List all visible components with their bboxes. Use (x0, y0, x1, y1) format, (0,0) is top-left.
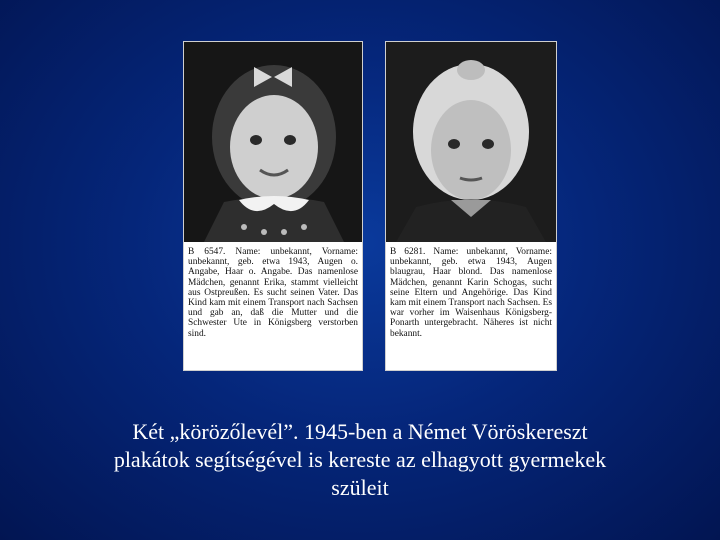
child-photo-right (386, 42, 556, 242)
bio-text-left: B 6547. Name: unbekannt, Vorname: unbekannt, geb. etwa 1943, Augen o. Angabe, Haar o. Angabe. Das namenlose Mädchen, genannt Erika, stammt vielleicht aus Ostpreußen. Es sucht seinen Vater. Das Kind kam mit einem Transport nach Sachsen und gab an, daß die Mutter und die Schwester Ute in Königsberg verstorben sind. (188, 247, 358, 339)
child-portrait-icon (386, 42, 556, 242)
bio-text-right: B 6281. Name: unbekannt, Vorname: unbekannt, geb. etwa 1943, Augen blaugrau, Haar blond. Das namenlose Mädchen, genannt Karin Schogas, sucht seine Eltern und Angehörige. Das Kind kam mit einem Transport nach Sachsen. Es war vorher im Waisenhaus Königsberg-Ponarth untergebracht. Näheres ist nicht bekannt. (390, 247, 552, 339)
poster-right (386, 42, 556, 370)
child-photo-left (184, 42, 362, 242)
slide-caption: Két „körözőlevél”. 1945-ben a Német Vöröskereszt plakátok segítségével is kereste az elhagyott gyermekek szüleit (113, 419, 607, 500)
child-portrait-icon (184, 42, 362, 242)
poster-left (184, 42, 362, 370)
